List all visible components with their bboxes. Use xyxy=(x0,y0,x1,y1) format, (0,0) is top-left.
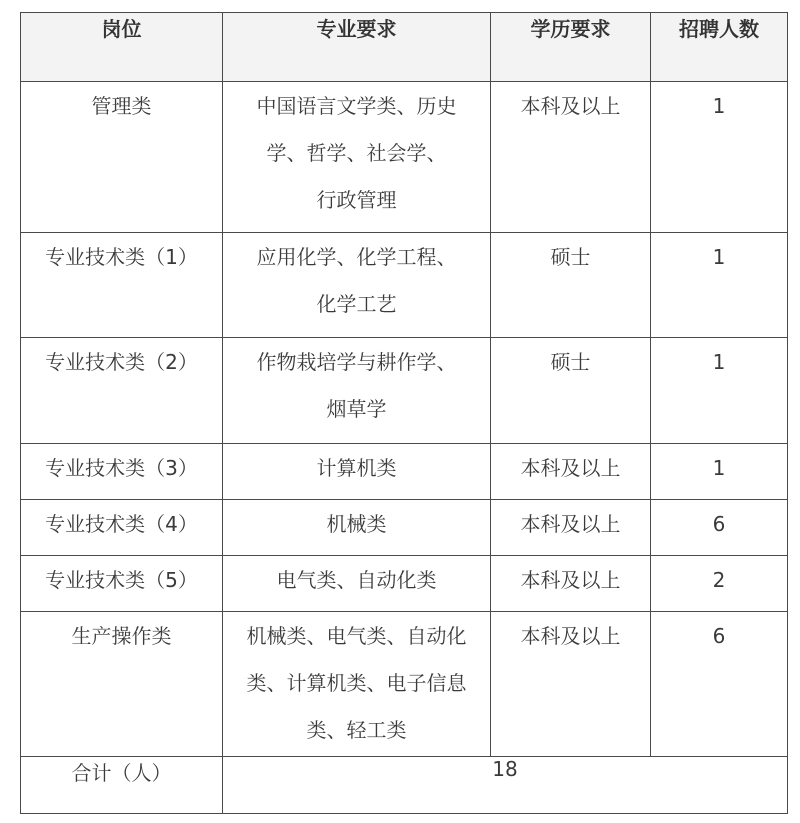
header-position xyxy=(21,13,223,82)
education-text: 本科及以上 xyxy=(520,624,621,648)
education-text: 本科及以上 xyxy=(520,94,621,118)
major-cell xyxy=(223,82,491,233)
position-text: 专业技术类（5） xyxy=(45,568,198,592)
education-text: 硕士 xyxy=(550,245,591,269)
major-line: 作物栽培学与耕作学、 xyxy=(256,350,457,374)
major-line: 类、计算机类、电子信息 xyxy=(246,671,467,695)
position-cell xyxy=(21,338,223,444)
education-cell xyxy=(491,338,651,444)
total-label: 合计（人） xyxy=(71,761,172,785)
header-education-label: 学历要求 xyxy=(530,17,611,41)
major-line: 学、哲学、社会学、 xyxy=(266,141,447,165)
table-row xyxy=(21,444,788,500)
count-cell xyxy=(651,338,788,444)
count-cell xyxy=(651,82,788,233)
count-text: 1 xyxy=(712,94,726,118)
count-cell xyxy=(651,556,788,612)
table-row xyxy=(21,612,788,757)
education-cell xyxy=(491,233,651,338)
education-cell xyxy=(491,612,651,757)
position-cell xyxy=(21,233,223,338)
major-cell xyxy=(223,233,491,338)
major-cell xyxy=(223,500,491,556)
education-text: 硕士 xyxy=(550,350,591,374)
recruitment-table xyxy=(20,12,788,814)
header-count xyxy=(651,13,788,82)
education-text: 本科及以上 xyxy=(520,512,621,536)
major-line: 电气类、自动化类 xyxy=(276,568,437,592)
education-cell xyxy=(491,82,651,233)
header-position-label: 岗位 xyxy=(101,17,142,41)
major-cell xyxy=(223,556,491,612)
position-cell xyxy=(21,556,223,612)
position-cell xyxy=(21,82,223,233)
major-line: 行政管理 xyxy=(316,188,397,212)
count-cell xyxy=(651,444,788,500)
education-cell xyxy=(491,500,651,556)
major-line: 机械类 xyxy=(326,512,387,536)
position-cell xyxy=(21,612,223,757)
header-count-label: 招聘人数 xyxy=(679,17,759,41)
position-text: 专业技术类（3） xyxy=(45,456,198,480)
major-line: 类、轻工类 xyxy=(306,718,407,742)
major-line: 烟草学 xyxy=(326,397,387,421)
count-cell xyxy=(651,233,788,338)
position-text: 专业技术类（1） xyxy=(45,245,198,269)
count-text: 1 xyxy=(712,245,726,269)
total-value: 18 xyxy=(492,757,518,781)
education-text: 本科及以上 xyxy=(520,456,621,480)
header-major-label: 专业要求 xyxy=(316,17,397,41)
header-education xyxy=(491,13,651,82)
total-value-cell xyxy=(223,757,788,814)
education-cell xyxy=(491,444,651,500)
count-cell xyxy=(651,500,788,556)
count-text: 2 xyxy=(712,568,726,592)
major-line: 化学工艺 xyxy=(316,292,397,316)
position-text: 生产操作类 xyxy=(71,624,172,648)
total-label-cell xyxy=(21,757,223,814)
count-text: 6 xyxy=(712,512,726,536)
table-row xyxy=(21,556,788,612)
count-text: 1 xyxy=(712,456,726,480)
major-cell xyxy=(223,444,491,500)
major-line: 中国语言文学类、历史 xyxy=(256,94,457,118)
position-text: 专业技术类（4） xyxy=(45,512,198,536)
count-text: 6 xyxy=(712,624,726,648)
count-text: 1 xyxy=(712,350,726,374)
count-cell xyxy=(651,612,788,757)
table-row xyxy=(21,338,788,444)
major-line: 机械类、电气类、自动化 xyxy=(246,624,467,648)
education-cell xyxy=(491,556,651,612)
major-cell xyxy=(223,338,491,444)
position-text: 专业技术类（2） xyxy=(45,350,198,374)
table-row xyxy=(21,500,788,556)
major-cell xyxy=(223,612,491,757)
header-row xyxy=(21,13,788,82)
position-cell xyxy=(21,500,223,556)
major-line: 应用化学、化学工程、 xyxy=(256,245,457,269)
position-cell xyxy=(21,444,223,500)
total-row xyxy=(21,757,788,814)
position-text: 管理类 xyxy=(91,94,152,118)
table-row xyxy=(21,233,788,338)
header-major xyxy=(223,13,491,82)
table-row xyxy=(21,82,788,233)
major-line: 计算机类 xyxy=(316,456,397,480)
education-text: 本科及以上 xyxy=(520,568,621,592)
